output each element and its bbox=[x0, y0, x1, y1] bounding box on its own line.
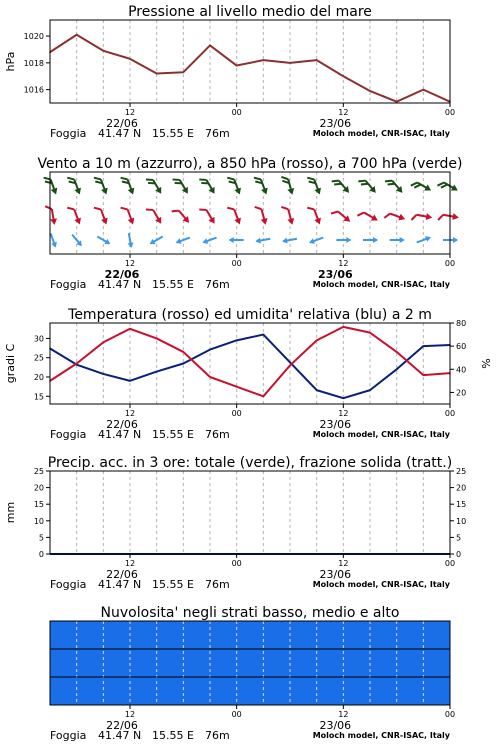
panel-1-longitude: 15.55 E bbox=[152, 278, 194, 291]
wind-850hpa-barb-feather bbox=[331, 209, 338, 216]
wind-10m-barb bbox=[255, 236, 271, 245]
panel-1-time-tick-label: 12 bbox=[338, 259, 349, 268]
panel-3-date-label: 22/06 bbox=[106, 568, 138, 581]
panel-2-temperature-point bbox=[289, 365, 291, 367]
panel-2-date-label: 23/06 bbox=[319, 418, 352, 431]
panel-3-time-tick-label: 12 bbox=[124, 559, 136, 568]
panel-2-ylabel: gradi C bbox=[4, 343, 17, 384]
panel-0-pressure-point bbox=[263, 59, 265, 61]
panel-2-temperature-point bbox=[396, 351, 398, 353]
panel-4-title: Nuvolosita' negli strati basso, medio e alto bbox=[100, 605, 400, 621]
panel-4-elevation: 76m bbox=[205, 729, 230, 742]
wind-10m-barb bbox=[201, 235, 217, 246]
wind-10m-barb bbox=[308, 235, 324, 246]
panel-2-ylabel-right: % bbox=[480, 358, 493, 369]
panel-2-temperature-point bbox=[129, 328, 131, 330]
wind-850hpa-barb bbox=[45, 205, 58, 226]
wind-700hpa-barb-feather bbox=[199, 176, 206, 182]
wind-850hpa-barb bbox=[255, 204, 269, 226]
wind-10m-barb-head bbox=[373, 237, 378, 243]
panel-3-ytick-right-label: 25 bbox=[456, 467, 467, 476]
panel-2-temperature-point bbox=[423, 374, 425, 376]
panel-0-date-label: 22/06 bbox=[106, 117, 138, 130]
panel-0-pressure-point bbox=[129, 58, 131, 60]
panel-2-ytick-right-label: 20 bbox=[456, 388, 467, 398]
wind-700hpa-barb-feather bbox=[146, 176, 153, 182]
panel-2-humidity-line bbox=[50, 335, 450, 399]
panel-2-time-tick-label: 12 bbox=[338, 409, 349, 418]
panel-2-humidity-point bbox=[396, 368, 398, 370]
panel-3-ytick-right-label: 10 bbox=[456, 516, 467, 526]
panel-2-time-tick-label: 00 bbox=[444, 409, 456, 418]
wind-850hpa-barb-head bbox=[371, 214, 380, 223]
wind-10m-barb bbox=[126, 233, 135, 249]
panel-0-pressure-line bbox=[50, 35, 450, 102]
panel-4-time-tick-label: 12 bbox=[338, 710, 349, 719]
wind-700hpa-barb bbox=[121, 174, 137, 196]
panel-2-ytick-label: 15 bbox=[33, 392, 44, 402]
wind-700hpa-barb bbox=[94, 174, 110, 196]
panel-3-time-tick-label: 12 bbox=[338, 559, 349, 568]
wind-700hpa-barb bbox=[67, 174, 83, 196]
wind-850hpa-barb bbox=[357, 207, 379, 225]
wind-850hpa-barb-feather bbox=[199, 206, 206, 212]
panel-0-elevation: 76m bbox=[205, 127, 230, 140]
panel-2-model-credit: Moloch model, CNR-ISAC, Italy bbox=[312, 430, 450, 439]
panel-0-pressure-point bbox=[289, 62, 291, 64]
panel-2-humidity-point bbox=[343, 397, 345, 399]
panel-1-latitude: 41.47 N bbox=[98, 278, 142, 291]
wind-850hpa-barb-feather bbox=[307, 206, 314, 212]
wind-850hpa-barb-feather bbox=[357, 211, 363, 218]
wind-850hpa-barb-feather bbox=[121, 206, 128, 212]
panel-2-temperature-point bbox=[343, 326, 345, 328]
wind-850hpa-barb-head bbox=[287, 218, 295, 226]
wind-850hpa-barb-feather bbox=[255, 205, 262, 210]
wind-10m-barb-head bbox=[453, 237, 458, 243]
wind-850hpa-barb bbox=[199, 205, 217, 227]
panel-1-elevation: 76m bbox=[205, 278, 230, 291]
panel-2-title: Temperatura (rosso) ed umidita' relativa (blu) a 2 m bbox=[68, 307, 432, 323]
wind-850hpa-barb bbox=[331, 206, 352, 226]
panel-0-ytick-label: 1018 bbox=[23, 58, 44, 68]
panel-2-temperature-point bbox=[209, 376, 211, 378]
wind-10m-barb-head bbox=[128, 242, 135, 248]
wind-850hpa-barb bbox=[438, 211, 459, 224]
wind-850hpa-barb-feather bbox=[384, 212, 390, 219]
panel-0-time-tick-label: 00 bbox=[231, 108, 242, 117]
panel-3-ytick-label: 10 bbox=[33, 516, 44, 526]
wind-850hpa-barb-head bbox=[101, 218, 110, 226]
panel-1-date-label: 22/06 bbox=[104, 268, 140, 281]
panel-0-title: Pressione al livello medio del mare bbox=[128, 4, 372, 20]
panel-3-ytick-right-label: 20 bbox=[456, 483, 467, 493]
panel-0-latitude: 41.47 N bbox=[98, 127, 142, 140]
panel-0-pressure-point bbox=[396, 101, 398, 103]
wind-700hpa-barb bbox=[44, 174, 60, 196]
panel-2-ytick-right-label: 40 bbox=[456, 365, 467, 375]
wind-850hpa-barb-head bbox=[128, 218, 137, 226]
panel-0-ytick-label: 1016 bbox=[23, 85, 44, 95]
panel-0-longitude: 15.55 E bbox=[152, 127, 194, 140]
wind-10m-barb bbox=[390, 237, 405, 243]
wind-700hpa-barb-head bbox=[101, 188, 110, 196]
panel-1-time-tick-label: 00 bbox=[444, 259, 456, 268]
panel-0-location: Foggia bbox=[50, 127, 87, 140]
panel-3-location: Foggia bbox=[50, 578, 87, 591]
panel-0-time-tick-label: 12 bbox=[338, 108, 349, 117]
wind-850hpa-barb bbox=[172, 205, 192, 226]
panel-2-location: Foggia bbox=[50, 428, 87, 441]
panel-4-model-credit: Moloch model, CNR-ISAC, Italy bbox=[312, 731, 450, 740]
panel-2-ytick-label: 30 bbox=[33, 334, 44, 344]
wind-700hpa-barb-feather bbox=[67, 176, 74, 182]
wind-700hpa-barb-head bbox=[51, 188, 60, 196]
panel-2-temperature-point bbox=[263, 395, 265, 397]
panel-1-model-credit: Moloch model, CNR-ISAC, Italy bbox=[312, 280, 450, 289]
panel-3-ylabel: mm bbox=[4, 501, 17, 524]
wind-10m-barb-head bbox=[104, 239, 111, 247]
panel-0-frame bbox=[50, 20, 450, 103]
panel-0-time-tick-label: 12 bbox=[124, 108, 136, 117]
panel-2-humidity-point bbox=[183, 363, 185, 365]
panel-2-temperature-point bbox=[156, 338, 158, 340]
panel-2-longitude: 15.55 E bbox=[152, 428, 194, 441]
panel-2-temperature-point bbox=[369, 332, 371, 334]
panel-3-latitude: 41.47 N bbox=[98, 578, 142, 591]
wind-850hpa-barb-head bbox=[398, 214, 406, 223]
wind-10m-barb-head bbox=[282, 238, 288, 245]
wind-700hpa-barb bbox=[173, 175, 191, 197]
wind-850hpa-barb bbox=[94, 204, 110, 226]
wind-850hpa-barb bbox=[146, 205, 164, 227]
panel-3-date-label: 23/06 bbox=[319, 568, 352, 581]
panel-2-ytick-right-label: 60 bbox=[456, 342, 467, 352]
wind-10m-barb bbox=[229, 237, 244, 243]
wind-850hpa-barb bbox=[227, 204, 243, 226]
panel-0-ytick-label: 1020 bbox=[23, 32, 44, 42]
panel-0-pressure-point bbox=[209, 45, 211, 47]
wind-10m-barb bbox=[416, 234, 432, 245]
wind-10m-barb-head bbox=[400, 237, 405, 243]
panel-2-temperature-point bbox=[183, 351, 185, 353]
panel-3-title: Precip. acc. in 3 ore: totale (verde), frazione solida (tratt.) bbox=[47, 455, 453, 471]
panel-3-time-tick-label: 00 bbox=[231, 559, 242, 568]
wind-10m-barb-head bbox=[425, 234, 432, 241]
panel-2-ytick-label: 20 bbox=[33, 373, 44, 382]
panel-3-elevation: 76m bbox=[205, 578, 230, 591]
wind-10m-barb-head bbox=[255, 238, 261, 245]
wind-10m-barb-head bbox=[201, 238, 208, 245]
panel-2-time-tick-label: 00 bbox=[231, 409, 242, 418]
wind-850hpa-barb-head bbox=[261, 218, 269, 226]
wind-850hpa-barb-feather bbox=[172, 208, 179, 215]
wind-850hpa-barb bbox=[121, 204, 137, 226]
panel-0-pressure-point bbox=[103, 50, 105, 52]
panel-0-pressure-point bbox=[423, 89, 425, 91]
panel-2-humidity-point bbox=[369, 389, 371, 391]
panel-3-ytick-label: 25 bbox=[33, 467, 44, 476]
panel-2-humidity-point bbox=[103, 373, 105, 375]
wind-850hpa-barb-head bbox=[426, 213, 433, 221]
panel-4-time-tick-label: 00 bbox=[444, 710, 456, 719]
panel-0-pressure-point bbox=[76, 34, 78, 36]
panel-1-time-tick-label: 00 bbox=[231, 259, 242, 268]
panel-3-ytick-label: 15 bbox=[33, 500, 44, 510]
wind-700hpa-barb-feather bbox=[227, 176, 234, 182]
panel-4-longitude: 15.55 E bbox=[152, 729, 194, 742]
panel-1-location: Foggia bbox=[50, 278, 87, 291]
panel-4-latitude: 41.47 N bbox=[98, 729, 142, 742]
panel-0-date-label: 23/06 bbox=[319, 117, 352, 130]
wind-10m-barb-head bbox=[308, 238, 315, 245]
panel-2-time-tick-label: 12 bbox=[124, 409, 136, 418]
cloud-layer-medio bbox=[50, 649, 450, 677]
panel-3-ytick-right-label: 15 bbox=[456, 500, 467, 510]
wind-850hpa-barb-feather bbox=[67, 206, 74, 212]
panel-1-date-label: 23/06 bbox=[318, 268, 353, 281]
wind-700hpa-barb bbox=[411, 177, 433, 195]
panel-2-humidity-point bbox=[209, 349, 211, 351]
wind-850hpa-barb-feather bbox=[45, 205, 52, 210]
wind-700hpa-barb-feather bbox=[254, 176, 261, 182]
wind-700hpa-barb bbox=[281, 174, 295, 196]
panel-2-temperature-point bbox=[103, 341, 105, 343]
panel-2-ytick-label: 25 bbox=[33, 353, 44, 363]
wind-700hpa-barb-feather bbox=[281, 175, 288, 180]
panel-3-ytick-right-label: 0 bbox=[456, 550, 462, 559]
panel-3-ytick-label: 0 bbox=[38, 550, 44, 559]
wind-700hpa-barb-head bbox=[451, 184, 460, 193]
wind-850hpa-barb-feather bbox=[146, 206, 153, 212]
wind-700hpa-barb-head bbox=[314, 188, 323, 196]
wind-850hpa-barb-feather bbox=[281, 205, 288, 210]
wind-10m-barb bbox=[175, 235, 191, 246]
panel-0-model-credit: Moloch model, CNR-ISAC, Italy bbox=[312, 129, 450, 138]
panel-3-ytick-right-label: 5 bbox=[456, 533, 462, 543]
panel-4-time-tick-label: 12 bbox=[124, 710, 136, 719]
panel-2-temperature-point bbox=[236, 386, 238, 388]
panel-2-humidity-point bbox=[236, 340, 238, 342]
panel-2-ytick-right-label: 80 bbox=[456, 319, 467, 328]
panel-1-title: Vento a 10 m (azzurro), a 850 hPa (rosso), a 700 hPa (verde) bbox=[37, 156, 463, 172]
wind-850hpa-barb bbox=[67, 204, 83, 226]
wind-10m-barb bbox=[363, 237, 378, 243]
panel-0-pressure-point bbox=[316, 59, 318, 61]
wind-10m-barb bbox=[336, 237, 351, 243]
wind-850hpa-barb bbox=[281, 204, 295, 226]
panel-4-time-tick-label: 00 bbox=[231, 710, 242, 719]
panel-0-pressure-point bbox=[236, 65, 238, 67]
wind-10m-barb-head bbox=[51, 242, 58, 249]
panel-3-model-credit: Moloch model, CNR-ISAC, Italy bbox=[312, 580, 450, 589]
cloud-layer-alto bbox=[50, 621, 450, 649]
panel-0-pressure-point bbox=[369, 90, 371, 92]
wind-700hpa-barb-head bbox=[234, 188, 243, 196]
panel-3-frame bbox=[50, 471, 450, 554]
wind-700hpa-barb-feather bbox=[173, 176, 180, 182]
wind-850hpa-barb-head bbox=[50, 218, 58, 225]
wind-850hpa-barb-feather bbox=[227, 206, 234, 212]
wind-10m-barb bbox=[48, 232, 59, 248]
wind-700hpa-barb bbox=[227, 174, 243, 196]
panel-4-location: Foggia bbox=[50, 729, 87, 742]
wind-850hpa-barb-feather bbox=[411, 214, 416, 221]
wind-700hpa-barb bbox=[254, 174, 270, 196]
panel-0-pressure-point bbox=[343, 75, 345, 77]
wind-700hpa-barb bbox=[199, 175, 217, 197]
wind-850hpa-barb-head bbox=[234, 218, 243, 226]
cloud-layer-basso bbox=[50, 677, 450, 705]
wind-850hpa-barb-feather bbox=[94, 206, 101, 212]
wind-700hpa-barb bbox=[358, 175, 378, 196]
panel-4-date-label: 23/06 bbox=[319, 719, 352, 732]
wind-10m-barb bbox=[282, 236, 298, 245]
wind-700hpa-barb bbox=[307, 174, 323, 196]
panel-0-time-tick-label: 00 bbox=[444, 108, 456, 117]
wind-700hpa-barb-head bbox=[261, 188, 270, 196]
panel-0-ylabel: hPa bbox=[4, 51, 17, 72]
wind-700hpa-barb-head bbox=[74, 188, 83, 196]
wind-850hpa-barb-head bbox=[452, 213, 459, 221]
wind-700hpa-barb-head bbox=[128, 188, 137, 196]
panel-3-time-tick-label: 00 bbox=[444, 559, 456, 568]
panel-2-humidity-point bbox=[316, 389, 318, 391]
panel-2-temperature-point bbox=[316, 340, 318, 342]
panel-4-date-label: 22/06 bbox=[106, 719, 138, 732]
wind-700hpa-barb bbox=[146, 175, 164, 197]
wind-700hpa-barb-feather bbox=[121, 176, 128, 182]
wind-850hpa-barb bbox=[384, 209, 406, 225]
panel-0-pressure-point bbox=[156, 73, 158, 75]
panel-1-time-tick-label: 12 bbox=[124, 259, 136, 268]
panel-2-date-label: 22/06 bbox=[106, 418, 138, 431]
panel-2-humidity-point bbox=[129, 380, 131, 382]
wind-700hpa-barb-feather bbox=[307, 176, 314, 182]
panel-0-pressure-point bbox=[183, 71, 185, 73]
panel-2-humidity-point bbox=[263, 334, 265, 336]
wind-10m-barb-head bbox=[175, 238, 182, 245]
panel-2-temperature-point bbox=[76, 363, 78, 365]
panel-2-humidity-point bbox=[156, 371, 158, 373]
panel-2-humidity-point bbox=[289, 362, 291, 364]
wind-700hpa-barb-feather bbox=[94, 176, 101, 182]
wind-850hpa-barb bbox=[411, 211, 432, 224]
panel-3-ytick-label: 20 bbox=[33, 483, 44, 493]
panel-3-longitude: 15.55 E bbox=[152, 578, 194, 591]
wind-850hpa-barb bbox=[307, 204, 323, 226]
panel-3-ytick-label: 5 bbox=[38, 533, 44, 543]
panel-2-elevation: 76m bbox=[205, 428, 230, 441]
wind-700hpa-barb-head bbox=[424, 184, 433, 193]
wind-850hpa-barb-head bbox=[74, 218, 83, 226]
panel-2-humidity-point bbox=[423, 345, 425, 347]
wind-10m-barb-head bbox=[148, 239, 155, 247]
wind-850hpa-barb-feather bbox=[438, 214, 443, 221]
wind-700hpa-barb-head bbox=[287, 188, 295, 196]
wind-10m-barb-head bbox=[229, 237, 234, 243]
wind-700hpa-barb bbox=[437, 177, 459, 195]
wind-700hpa-barb bbox=[385, 175, 405, 196]
wind-10m-barb-head bbox=[346, 237, 351, 243]
wind-700hpa-barb bbox=[332, 175, 352, 196]
panel-2-latitude: 41.47 N bbox=[98, 428, 142, 441]
wind-850hpa-barb-head bbox=[314, 218, 323, 226]
